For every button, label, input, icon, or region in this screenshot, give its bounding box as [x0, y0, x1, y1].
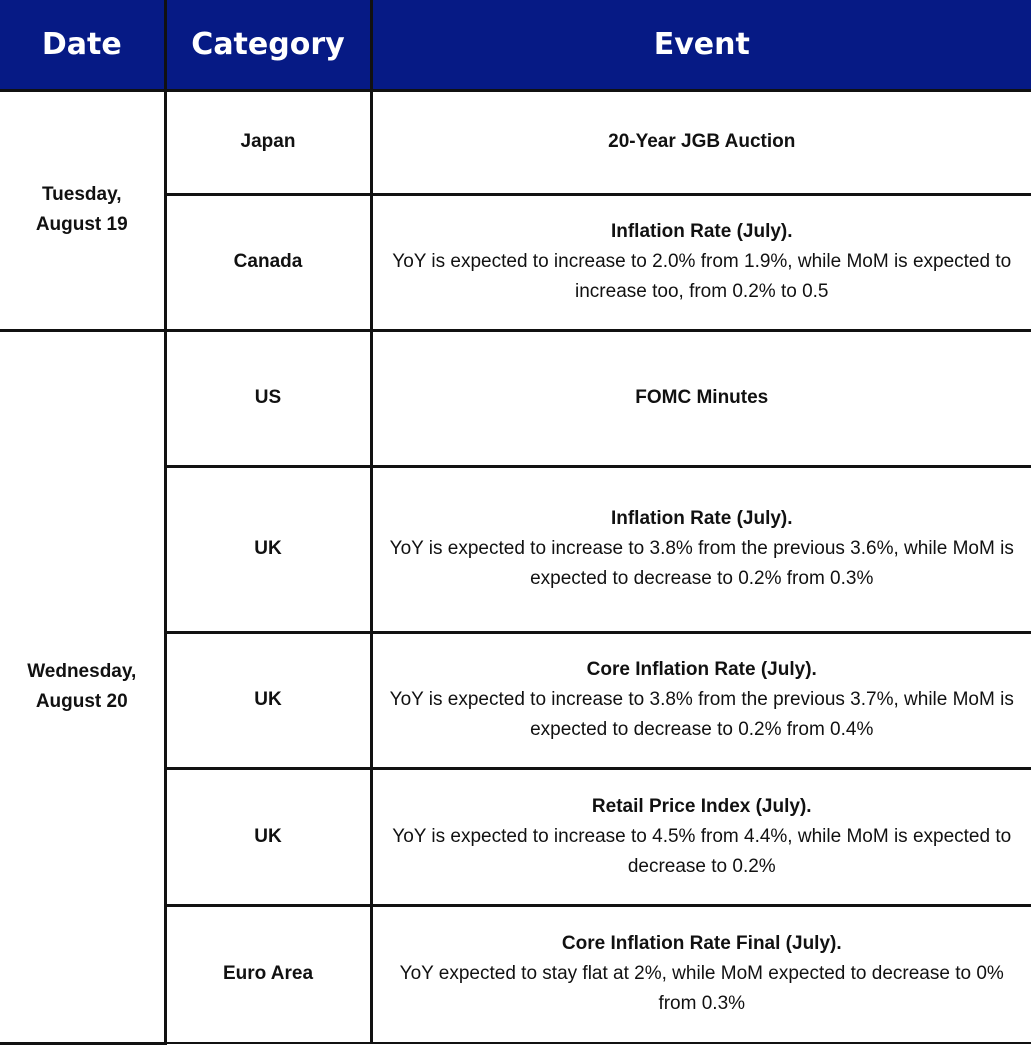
category-cell: US [165, 330, 371, 466]
table-row [0, 330, 1031, 466]
event-description: YoY is expected to increase to 4.5% from 4.4%, while MoM is expected to decrease to 0.2% [392, 825, 1012, 877]
event-title: 20-Year JGB Auction [608, 131, 796, 152]
event-cell [371, 466, 1031, 632]
event-description: YoY is expected to increase to 3.8% from the previous 3.6%, while MoM is expected to decrease to 0.2% from 0.3% [389, 538, 1014, 589]
event-cell [371, 90, 1031, 194]
event-title: FOMC Minutes [635, 387, 769, 408]
event-description: YoY is expected to increase to 2.0% from 1.9%, while MoM is expected to increase too, from 0.2% to 0.5 [392, 251, 1012, 302]
category-cell: Japan [165, 90, 371, 194]
table-header [0, 0, 1031, 90]
event-cell [371, 632, 1031, 768]
date-line-day: August 20 [35, 690, 128, 712]
header-row [0, 0, 1031, 90]
event-cell [371, 768, 1031, 905]
category-cell: UK [165, 768, 371, 905]
date-cell-wednesday [0, 330, 165, 1043]
event-description: YoY is expected to increase to 3.8% from the previous 3.7%, while MoM is expected to decrease to 0.2% from 0.4% [389, 689, 1014, 740]
event-title: Core Inflation Rate Final (July). [561, 933, 842, 955]
event-cell [371, 194, 1031, 330]
event-cell [371, 330, 1031, 466]
date-line-weekday: Tuesday, [41, 184, 122, 205]
date-line-weekday: Wednesday, [27, 660, 137, 682]
category-cell: Canada [165, 194, 371, 330]
event-title: Retail Price Index (July). [591, 795, 812, 817]
category-cell: Euro Area [165, 905, 371, 1043]
event-cell [371, 905, 1031, 1043]
category-cell: UK [165, 466, 371, 632]
table-body [0, 90, 1031, 1043]
event-title: Inflation Rate (July). [610, 221, 793, 242]
event-title: Core Inflation Rate (July). [586, 659, 817, 680]
date-line-day: August 19 [35, 214, 128, 235]
column-header-category: Category [165, 0, 371, 90]
date-cell-tuesday [0, 90, 165, 330]
column-header-event: Event [371, 0, 1031, 90]
column-header-date: Date [0, 0, 165, 90]
event-description: YoY expected to stay flat at 2%, while MoM expected to decrease to 0% from 0.3% [399, 963, 1004, 1015]
event-title: Inflation Rate (July). [610, 508, 793, 529]
category-cell: UK [165, 632, 371, 768]
table-row [0, 90, 1031, 194]
